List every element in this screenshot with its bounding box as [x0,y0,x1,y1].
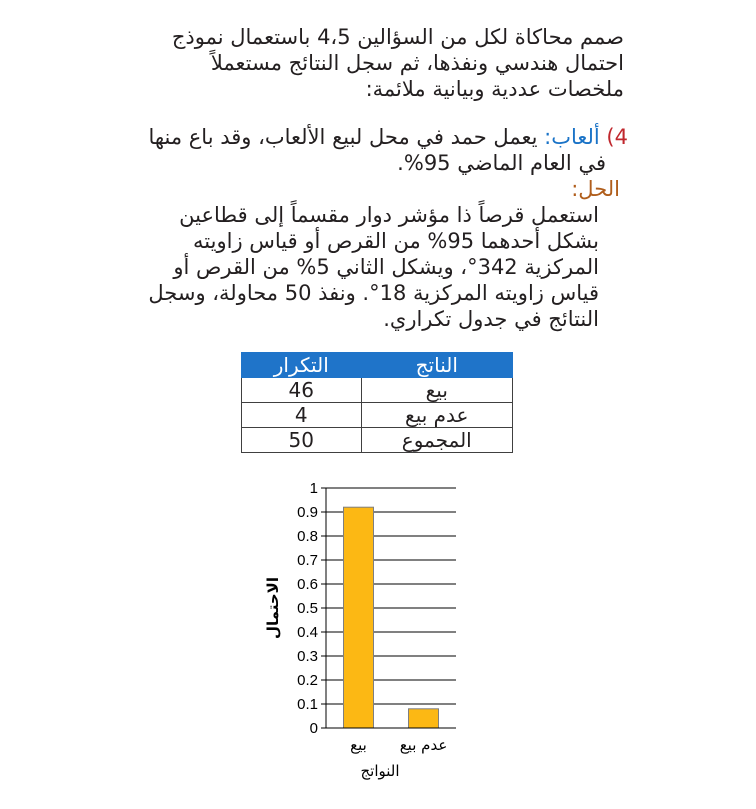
probability-bar-chart [250,478,490,798]
y-tick-label: 0.8 [297,528,318,545]
problem-4 [28,124,628,176]
problem-label: ألعاب: [544,125,600,149]
y-tick-label: 0.1 [297,696,318,713]
instructions-paragraph [154,24,624,102]
frequency-table [241,352,513,453]
y-tick-label: 0.7 [297,552,318,569]
y-tick-label: 0.9 [297,504,318,521]
table-row [242,428,513,453]
table-row [242,378,513,403]
solution-line: بشكل أحدهما 95% من القرص أو قياس زاويته [193,229,599,253]
header-outcome: الناتج [361,353,512,378]
x-category-label: بيع [350,736,367,754]
solution-line: استعمل قرصاً ذا مؤشر دوار مقسماً إلى قطاعين [179,203,599,227]
cell-outcome: بيع [361,378,512,403]
x-category-label: عدم بيع [399,736,448,754]
cell-frequency: 46 [242,378,362,403]
y-tick-label: 0.3 [297,648,318,665]
y-tick-label: 1 [309,480,318,497]
solution-line: قياس زاويته المركزية 18°. ونفذ 50 محاولة، وسجل [148,281,599,305]
cell-outcome: عدم بيع [361,403,512,428]
y-tick-label: 0.4 [297,624,318,641]
solution-label: الحل: [571,177,620,201]
y-tick-label: 0.6 [297,576,318,593]
table-header-row [242,353,513,378]
y-tick-label: 0.5 [297,600,318,617]
x-axis-label: النواتج [360,762,400,780]
problem-text-line-1: يعمل حمد في محل لبيع الألعاب، وقد باع منها [148,125,538,149]
y-axis-label: الاحتمال [264,577,282,639]
cell-outcome: المجموع [361,428,512,453]
table-row [242,403,513,428]
y-tick-label: 0.2 [297,672,318,689]
bar [344,507,374,728]
header-frequency: التكرار [242,353,362,378]
solution-line: المركزية 342°، ويشكل الثاني 5% من القرص أو [173,255,599,279]
problem-number: 4) [606,125,628,149]
y-tick-label: 0 [309,720,318,737]
cell-frequency: 4 [242,403,362,428]
solution-paragraph [139,202,599,332]
cell-frequency: 50 [242,428,362,453]
instructions-line: صمم محاكاة لكل من السؤالين 4،5 باستعمال نموذج [171,25,624,49]
instructions-line: احتمال هندسي ونفذها، ثم سجل النتائج مستعملاً [210,51,624,75]
solution-line: النتائج في جدول تكراري. [383,307,599,331]
problem-text-line-2: في العام الماضي 95%. [397,151,606,175]
instructions-line: ملخصات عددية وبيانية ملائمة: [365,77,624,101]
bar [409,709,439,728]
